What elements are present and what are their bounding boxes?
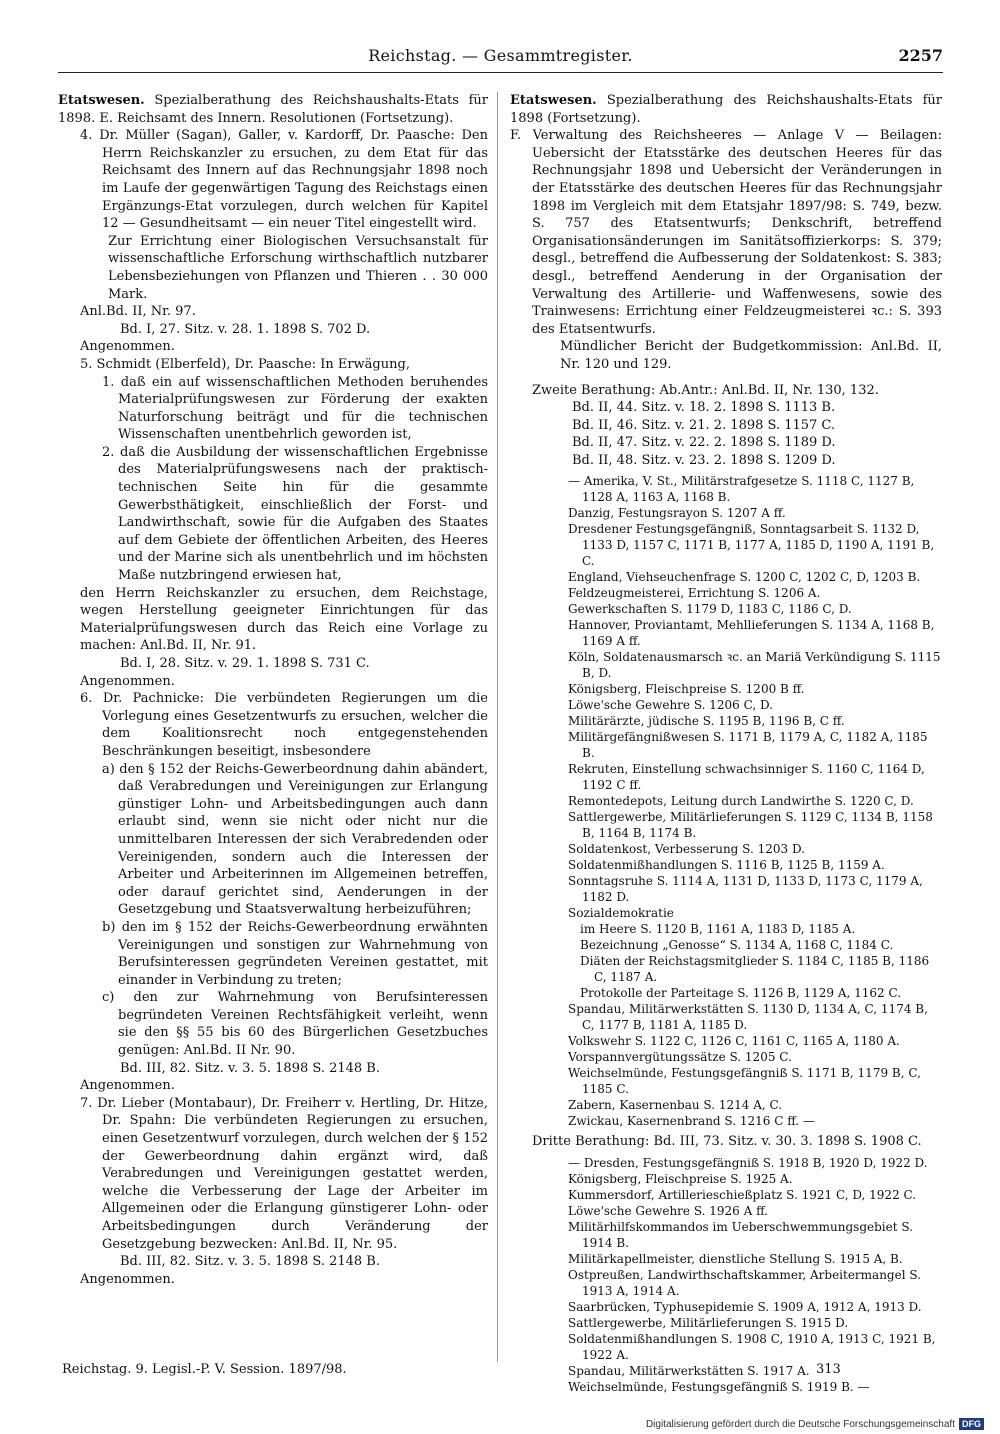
section-f — [510, 127, 942, 338]
item-text: Schmidt (Elberfeld), Dr. Paasche: In Erwägung, — [96, 356, 410, 372]
resolution-6-a: a) den § 152 der Reichs-Gewerbeordnung dahin abändert, daß Verabredungen und Vereinigungen zur Erlangung günstiger Lohn- und Arbeitsbedingungen auch dann erlaubt sind, wenn sie nicht oder nicht nur die unmittelbaren Interessen der sich Verabredenden oder Vereinigenden, sondern auch die Interessen der Arbeiter und Arbeiterinnen im Allgemeinen betreffen, oder darauf gerichtet sind, Aenderungen in der Gesetzgebung und Staatsverwaltung herbeizuführen; — [102, 761, 488, 918]
second-reading-refs — [510, 399, 942, 469]
resolution-7 — [80, 1095, 488, 1253]
section-letter: F. — [510, 128, 522, 144]
item-number: 6. — [80, 691, 93, 707]
resolution-5-result: Angenommen. — [80, 673, 175, 689]
index-entry: — Amerika, V. St., Militärstrafgesetze S. 1118 C, 1127 B, 1128 A, 1163 A, 1168 B. — [568, 474, 915, 505]
index-entry: Löwe'sche Gewehre S. 1926 A ff. — [568, 1204, 768, 1219]
right-column — [510, 92, 942, 1395]
resolution-5-point-1: 1. daß ein auf wissenschaftlichen Methoden beruhendes Materialprüfungswesen zur Förderung der exakten Naturforschung beiträgt und für die technischen Wissenschaften unentbehrlich geworden ist, — [102, 374, 488, 443]
resolution-6-ref: Bd. III, 82. Sitz. v. 3. 5. 1898 S. 2148 B. — [120, 1060, 380, 1076]
left-column — [58, 92, 488, 1288]
resolution-5-ref: Bd. I, 28. Sitz. v. 29. 1. 1898 S. 731 C. — [120, 656, 370, 671]
resolution-5 — [80, 356, 488, 374]
index-entry: Kummersdorf, Artillerieschießplatz S. 1921 C, D, 1922 C. — [568, 1188, 917, 1203]
index-entry: Gewerkschaften S. 1179 D, 1183 C, 1186 C, D. — [568, 602, 852, 617]
resolution-7-ref: Bd. III, 82. Sitz. v. 3. 5. 1898 S. 2148 B. — [120, 1254, 380, 1270]
heading-keyword: Etatswesen. — [58, 93, 145, 108]
item-number: 4. — [80, 128, 93, 144]
index-entry: Soldatenkost, Verbesserung S. 1203 D. — [568, 842, 805, 857]
index-entry: Militärkapellmeister, dienstliche Stellung S. 1915 A, B. — [568, 1252, 903, 1267]
index-entry: Militärärzte, jüdische S. 1195 B, 1196 B, C ff. — [568, 714, 845, 729]
index-entry: Hannover, Proviantamt, Mehllieferungen S. 1134 A, 1168 B, 1169 A ff. — [568, 618, 935, 649]
item-text: Dr. Lieber (Montabaur), Dr. Freiherr v. Hertling, Dr. Hitze, Dr. Spahn: Die verbündeten Regierungen zu ersuchen, einen Gesetzentwurf vorzulegen, durch welchen der § 152 der Gewerbeordnung dahin ergänzt wird, daß Verabredungen und Vereinigungen gestattet werden, welche die Verbesserung der Lage der Arbeiter im Allgemeinen oder die Erlangung günstigerer Lohn- oder Arbeitsbedingungen durch Veränderung der Gesetzgebung bezwecken: Anl.Bd. II, Nr. 95. — [97, 1095, 489, 1252]
index-entry: Sattlergewerbe, Militärlieferungen S. 1129 C, 1134 B, 1158 B, 1164 B, 1174 B. — [568, 810, 933, 841]
second-reading-index — [510, 473, 942, 1129]
index-entry: Militärhilfskommandos im Ueberschwemmungsgebiet S. 1914 B. — [568, 1220, 913, 1251]
page-header — [58, 46, 943, 72]
page-number: 2257 — [898, 46, 943, 65]
index-subentry: Bezeichnung „Genosse“ S. 1134 A, 1168 C, 1184 C. — [580, 938, 894, 953]
index-entry: Soldatenmißhandlungen S. 1908 C, 1910 A, 1913 C, 1921 B, 1922 A. — [568, 1332, 936, 1363]
resolution-6-c: c) den zur Wahrnehmung von Berufsinteressen begründeten Vereinen Rechtsfähigkeit verleiht, wenn sie den §§ 55 bis 60 des Bürgerlichen Gesetzbuches genügen: Anl.Bd. II Nr. 90. — [102, 990, 488, 1059]
heading-text: Spezialberathung des Reichshaushalts-Etats für 1898. E. Reichsamt des Innern. Resolutionen (Fortsetzung). — [58, 93, 488, 126]
index-entry: Zwickau, Kasernenbrand S. 1216 C ff. — — [568, 1114, 815, 1129]
section-heading — [510, 92, 942, 127]
index-subentry: im Heere S. 1120 B, 1161 A, 1183 D, 1185 A. — [580, 922, 856, 937]
index-entry: Volkswehr S. 1122 C, 1126 C, 1161 C, 1165 A, 1180 A. — [568, 1034, 900, 1049]
index-entry: Rekruten, Einstellung schwachsinniger S. 1160 C, 1164 D, 1192 C ff. — [568, 762, 925, 793]
index-entry: Saarbrücken, Typhusepidemie S. 1909 A, 1912 A, 1913 D. — [568, 1300, 922, 1315]
resolution-4-result: Angenommen. — [80, 339, 175, 355]
session-ref: Bd. II, 48. Sitz. v. 23. 2. 1898 S. 1209 D. — [572, 452, 836, 468]
footer-signature-number: 313 — [816, 1362, 841, 1377]
index-entry: Remontedepots, Leitung durch Landwirthe S. 1220 C, D. — [568, 794, 914, 809]
credit-text: Digitalisierung gefördert durch die Deutsche Forschungsgemeinschaft — [645, 1418, 955, 1430]
index-entry: Köln, Soldatenausmarsch ꝛc. an Mariä Verkündigung S. 1115 B, D. — [568, 650, 941, 681]
item-text: Dr. Pachnicke: Die verbündeten Regierungen um die Vorlegung eines Gesetzentwurfs zu ersuchen, welcher die dem Koalitionsrecht noch entgegenstehenden Beschränkungen beseitigt, insbesondere — [102, 691, 488, 759]
index-entry: Dresdener Festungsgefängniß, Sonntagsarbeit S. 1132 D, 1133 D, 1157 C, 1171 B, 1177 A, 1185 D, 1190 A, 1191 B, C. — [568, 522, 935, 569]
resolution-4-ref: Bd. I, 27. Sitz. v. 28. 1. 1898 S. 702 D. — [120, 321, 371, 337]
index-entry: England, Viehseuchenfrage S. 1200 C, 1202 C, D, 1203 B. — [568, 570, 921, 585]
resolution-5-point-2: 2. daß die Ausbildung der wissenschaftlichen Ergebnisse des Materialprüfungswesens nach der praktisch-technischen Seite hin für die gesammte Gewerbsthätigkeit, einschließlich der Forst- und Landwirthschaft, sowie für die Aufgaben des Staates auf dem Gebiete der öffentlichen Arbeiten, des Heeres und der Marine sich als unentbehrlich und im höchsten Maße nutzbringend erwiesen hat, — [102, 444, 488, 584]
index-entry: Soldatenmißhandlungen S. 1116 B, 1125 B, 1159 A. — [568, 858, 885, 873]
index-entry: Weichselmünde, Festungsgefängniß S. 1171 B, 1179 B, C, 1185 C. — [568, 1066, 921, 1097]
resolution-7-result: Angenommen. — [80, 1271, 175, 1287]
footer-legislature: Reichstag. 9. Legisl.-P. V. Session. 1897/98. — [62, 1362, 347, 1377]
index-entry: Sattlergewerbe, Militärlieferungen S. 1915 D. — [568, 1316, 849, 1331]
item-number: 7. — [80, 1095, 93, 1111]
resolution-6-result: Angenommen. — [80, 1078, 175, 1094]
oral-report: Mündlicher Bericht der Budgetkommission: Anl.Bd. II, Nr. 120 und 129. — [560, 339, 942, 372]
column-divider — [497, 92, 498, 1362]
resolution-6 — [80, 690, 488, 760]
session-ref: Bd. II, 47. Sitz. v. 22. 2. 1898 S. 1189 D. — [572, 435, 836, 451]
index-entry: Zabern, Kasernenbau S. 1214 A, C. — [568, 1098, 783, 1113]
index-entry: Militärgefängnißwesen S. 1171 B, 1179 A, C, 1182 A, 1185 B. — [568, 730, 928, 761]
index-entry: — Dresden, Festungsgefängniß S. 1918 B, 1920 D, 1922 D. — [568, 1156, 928, 1171]
index-entry: Spandau, Militärwerkstätten S. 1130 D, 1134 A, C, 1174 B, C, 1177 B, 1181 A, 1185 D. — [568, 1002, 928, 1033]
third-reading-index — [510, 1155, 942, 1395]
resolution-5-request: den Herrn Reichskanzler zu ersuchen, dem Reichstage, wegen Herstellung geeigneter Einrichtungen für das Materialprüfungswesen durch das Reich eine Vorlage zu machen: Anl.Bd. II, Nr. 91. — [80, 585, 488, 654]
section-heading — [58, 92, 488, 127]
dfg-logo-icon: DFG — [959, 1418, 984, 1430]
heading-keyword: Etatswesen. — [510, 93, 597, 108]
section-f-text: Verwaltung des Reichsheeres — Anlage V — Beilagen: Uebersicht der Etatsstärke des deutschen Heeres für das Rechnungsjahr 1898 und Uebersicht der Veränderungen in der Etatsstärke des deutschen Heeres für das Rechnungsjahr 1898 im Vergleich mit dem Etatsjahr 1897/98: S. 749, bezw. S. 757 des Etatsentwurfs; Denkschrift, betreffend Organisationsänderungen im Sanitätsoffizierkorps: S. 379; desgl., betreffend die Aufbesserung der Soldatenkost: S. 383; desgl., betreffend Aenderung in der Organisation der Verwaltung des Artillerie- und Waffenwesens, sowie des Trainwesens: Errichtung einer Feldzeugmeisterei ꝛc.: S. 393 des Etatsentwurfs. — [532, 128, 943, 337]
session-ref: Bd. II, 46. Sitz. v. 21. 2. 1898 S. 1157 C. — [572, 417, 836, 433]
index-entry: Spandau, Militärwerkstätten S. 1917 A. — [568, 1364, 810, 1379]
third-reading: Dritte Berathung: Bd. III, 73. Sitz. v. 30. 3. 1898 S. 1908 C. — [532, 1134, 922, 1150]
index-entry: Sonntagsruhe S. 1114 A, 1131 D, 1133 D, 1173 C, 1179 A, 1182 D. — [568, 874, 923, 905]
second-reading: Zweite Berathung: Ab.Antr.: Anl.Bd. II, Nr. 130, 132. — [532, 382, 879, 398]
header-rule — [58, 72, 943, 73]
index-entry: Löwe'sche Gewehre S. 1206 C, D. — [568, 698, 773, 713]
digitization-credit — [646, 1418, 984, 1430]
index-entry: Königsberg, Fleischpreise S. 1200 B ff. — [568, 682, 805, 697]
index-subentry: Diäten der Reichstagsmitglieder S. 1184 C, 1185 B, 1186 C, 1187 A. — [580, 954, 930, 985]
item-text: Dr. Müller (Sagan), Galler, v. Kardorff, Dr. Paasche: Den Herrn Reichskanzler zu ersuchen, zu dem Etat für das Reichsamt des Innern auf das Rechnungsjahr 1898 noch im Laufe der gegenwärtigen Tagung des Reichstags einen Ergänzungs-Etat vorzulegen, durch welchen für Kapitel 12 — Gesundheitsamt — ein neuer Titel eingestellt wird. — [99, 128, 488, 232]
index-entry: Vorspannvergütungssätze S. 1205 C. — [568, 1050, 792, 1065]
spacer — [510, 374, 942, 382]
resolution-4 — [80, 127, 488, 233]
resolution-4-quote: Zur Errichtung einer Biologischen Versuchsanstalt für wissenschaftliche Erforschung wirthschaftlich nutzbarer Lebensbeziehungen von Pflanzen und Thieren . . 30 000 Mark. — [108, 233, 488, 302]
index-entry: Königsberg, Fleischpreise S. 1925 A. — [568, 1172, 793, 1187]
resolution-4-annex: Anl.Bd. II, Nr. 97. — [80, 304, 196, 320]
index-subentry: Protokolle der Parteitage S. 1126 B, 1129 A, 1162 C. — [580, 986, 902, 1001]
item-number: 5. — [80, 356, 93, 372]
index-entry: Weichselmünde, Festungsgefängniß S. 1919 B. — — [568, 1380, 870, 1395]
index-entry: Danzig, Festungsrayon S. 1207 A ff. — [568, 506, 786, 521]
session-ref: Bd. II, 44. Sitz. v. 18. 2. 1898 S. 1113 B. — [572, 400, 836, 416]
index-entry: Sozialdemokratie — [568, 906, 674, 921]
resolution-6-b: b) den im § 152 der Reichs-Gewerbeordnung erwähnten Vereinigungen und sonstigen zur Wahrnehmung von Berufsinteressen gegründeten Vereinen gestattet, mit einander in Verbindung zu treten; — [102, 919, 488, 988]
index-entry: Ostpreußen, Landwirthschaftskammer, Arbeitermangel S. 1913 A, 1914 A. — [568, 1268, 921, 1299]
index-entry: Feldzeugmeisterei, Errichtung S. 1206 A. — [568, 586, 821, 601]
heading-text: Spezialberathung des Reichshaushalts-Etats für 1898 (Fortsetzung). — [510, 93, 942, 126]
running-title: Reichstag. — Gesammtregister. — [368, 46, 633, 65]
